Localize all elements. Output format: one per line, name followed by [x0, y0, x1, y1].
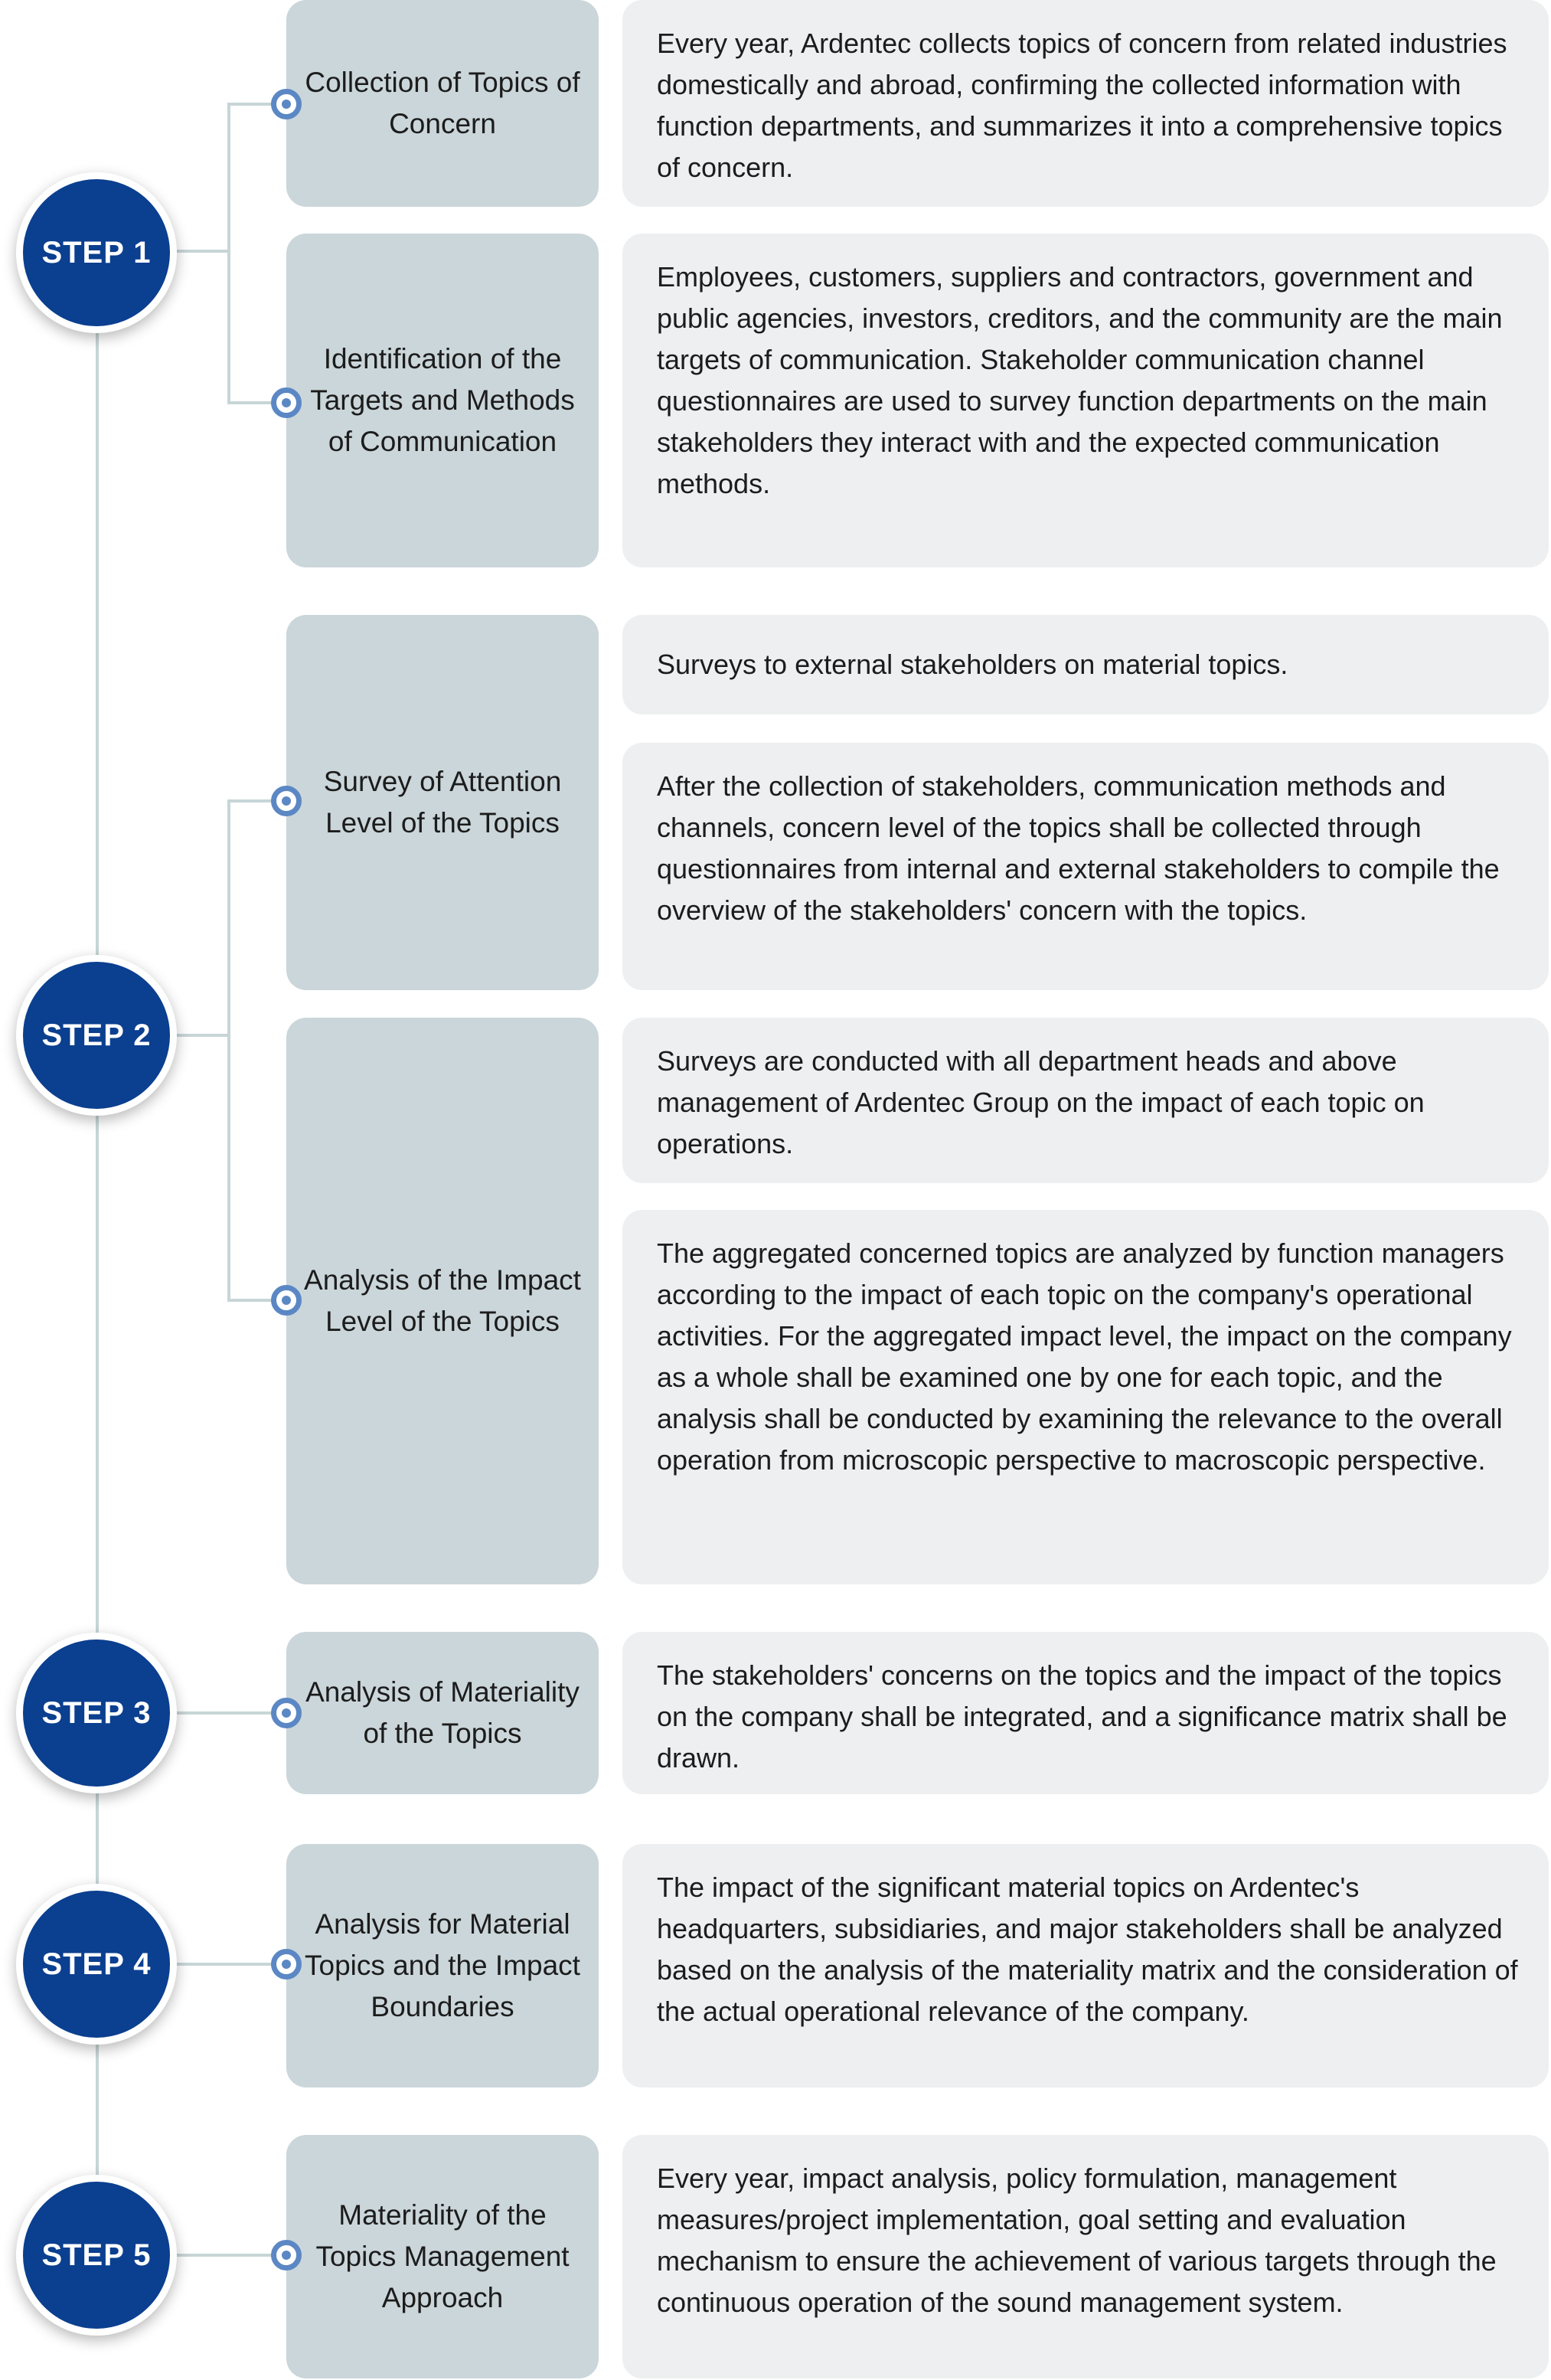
connector-dot	[271, 89, 302, 119]
topic-description: The stakeholders' concerns on the topics and the impact of the topics on the company shall be integrated, and a significance matrix shall be drawn.	[622, 1632, 1549, 1794]
step-3-connector	[174, 1711, 286, 1715]
topic-description: The aggregated concerned topics are analyzed by function managers according to the impact of each topic on the company's operational activities. For the aggregated impact level, the impact on the company as a whole shall be examined one by one for each topic, and the analysis shall be conducted by examining the relevance to the overall operation from microscopic perspective to macroscopic perspective.	[622, 1210, 1549, 1584]
topic-description: Surveys are conducted with all department heads and above management of Ardentec Group on the impact of each topic on operations.	[622, 1018, 1549, 1183]
topic-description: The impact of the significant material topics on Ardentec's headquarters, subsidiaries, and major stakeholders shall be analyzed based on the analysis of the materiality matrix and the consideration of the actual operational relevance of the company.	[622, 1844, 1549, 2087]
topic-title-collection: Collection of Topics of Concern	[286, 0, 599, 207]
step-1-bracket	[227, 104, 230, 403]
connector-dot	[271, 1698, 302, 1728]
topic-title-materiality-analysis: Analysis of Materiality of the Topics	[286, 1632, 599, 1794]
step-3-badge: STEP 3	[16, 1633, 177, 1793]
topic-description: Employees, customers, suppliers and contractors, government and public agencies, investors, creditors, and the community are the main targets of communication. Stakeholder communication channel questionnaires are used to survey function departments on the main stakeholders they interact with and the expected communication methods.	[622, 234, 1549, 567]
topic-title-attention-survey: Survey of Attention Level of the Topics	[286, 615, 599, 990]
topic-title-impact-analysis: Analysis of the Impact Level of the Topics	[286, 1018, 599, 1584]
connector-dot	[271, 1949, 302, 1980]
step-5-badge: STEP 5	[16, 2175, 177, 2336]
step-1-connector	[174, 250, 229, 253]
topic-description: After the collection of stakeholders, communication methods and channels, concern level of the topics shall be collected through questionnaires from internal and external stakeholders to compile the overview of the stakeholders' concern with the topics.	[622, 743, 1549, 990]
step-5-connector	[174, 2254, 286, 2257]
step-4-connector	[174, 1963, 286, 1966]
step-1-badge: STEP 1	[16, 172, 177, 333]
step-2-bracket	[227, 801, 230, 1302]
topic-description: Every year, Ardentec collects topics of concern from related industries domestically and abroad, confirming the collected information with function departments, and summarizes it into a comprehensive topics of concern.	[622, 0, 1549, 207]
topic-description: Surveys to external stakeholders on material topics.	[622, 615, 1549, 714]
step-4-badge: STEP 4	[16, 1884, 177, 2045]
connector-dot	[271, 2240, 302, 2270]
topic-title-impact-boundaries: Analysis for Material Topics and the Impact Boundaries	[286, 1844, 599, 2087]
topic-title-management-approach: Materiality of the Topics Management Approach	[286, 2135, 599, 2378]
connector-dot	[271, 786, 302, 816]
topic-description: Every year, impact analysis, policy formulation, management measures/project implementation, goal setting and evaluation mechanism to ensure the achievement of various targets through the continuous operation of the sound management system.	[622, 2135, 1549, 2378]
step-2-connector	[174, 1034, 229, 1037]
step-2-badge: STEP 2	[16, 955, 177, 1116]
connector-dot	[271, 1285, 302, 1316]
connector-dot	[271, 387, 302, 418]
topic-title-identification: Identification of the Targets and Methods of Communication	[286, 234, 599, 567]
